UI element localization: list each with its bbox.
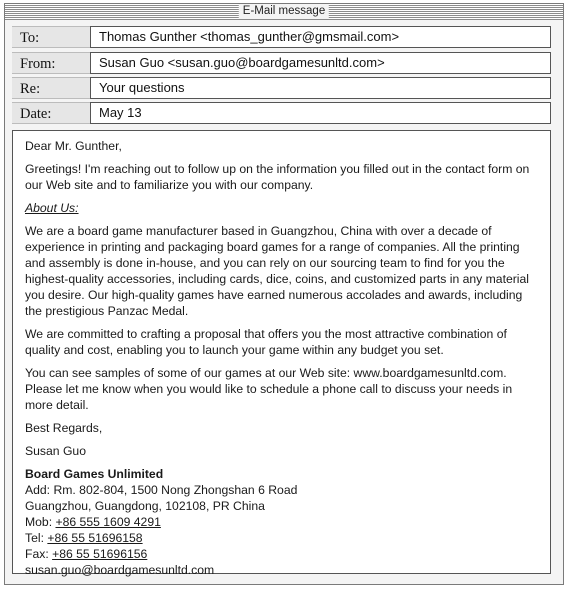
intro-paragraph: Greetings! I'm reaching out to follow up on the information you filled out in the contact form on our Web site and to familiarize you with our company. [25,162,530,192]
fax-label: Fax: [25,547,53,561]
sender-name: Susan Guo [25,444,86,458]
closing: Best Regards, [25,421,103,435]
to-field[interactable]: Thomas Gunther <thomas_gunther@gmsmail.com> [90,26,551,48]
title-bar [5,4,563,20]
mobile-label: Mob: [25,515,56,529]
date-field[interactable]: May 13 [90,102,551,124]
mobile-number-link[interactable]: +86 555 1609 4291 [55,515,161,529]
from-label: From: [12,52,90,74]
window-title: E-Mail message [239,4,329,19]
subject-label: Re: [12,77,90,99]
fax-line [25,546,540,562]
website-paragraph: You can see samples of some of our games at our Web site: www.boardgamesunltd.com. Please let me know when you would like to schedule a phone call to discuss your needs in more detail. [25,366,513,412]
address-line-1: Add: Rm. 802-804, 1500 Nong Zhongshan 6 Road [25,483,298,497]
about-paragraph: We are a board game manufacturer based in Guangzhou, China with over a decade of experience in printing and packaging board games for a range of companies. All the printing and assembly is done in-house, and you can rely on our sourcing team to find for you the highest-quality accessories, including cards, dice, coins, and customized parts in any material you desire. Our high-quality games have earned numerous accolades and awards, including the prestigious Panzac Medal. [25,224,529,318]
message-body[interactable] [12,130,551,577]
to-label: To: [12,26,90,48]
about-us-heading: About Us: [25,201,79,215]
tel-line [25,530,540,546]
signature-block [25,466,540,578]
proposal-paragraph: We are committed to crafting a proposal that offers you the most attractive combination of quality and cost, enabling you to launch your game within any budget you set. [25,327,507,357]
signature-email[interactable]: susan.guo@boardgamesunltd.com [25,563,215,577]
company-name: Board Games Unlimited [25,467,164,481]
tel-label: Tel: [25,531,48,545]
mobile-line [25,514,540,530]
from-field[interactable]: Susan Guo <susan.guo@boardgamesunltd.com> [90,52,551,74]
subject-field[interactable]: Your questions [90,77,551,99]
fax-number-link[interactable]: +86 55 51696156 [52,547,148,561]
date-label: Date: [12,102,90,124]
tel-number-link[interactable]: +86 55 51696158 [47,531,143,545]
address-line-2: Guangzhou, Guangdong, 102108, PR China [25,499,265,513]
email-window [4,3,564,585]
greeting: Dear Mr. Gunther, [25,139,122,153]
